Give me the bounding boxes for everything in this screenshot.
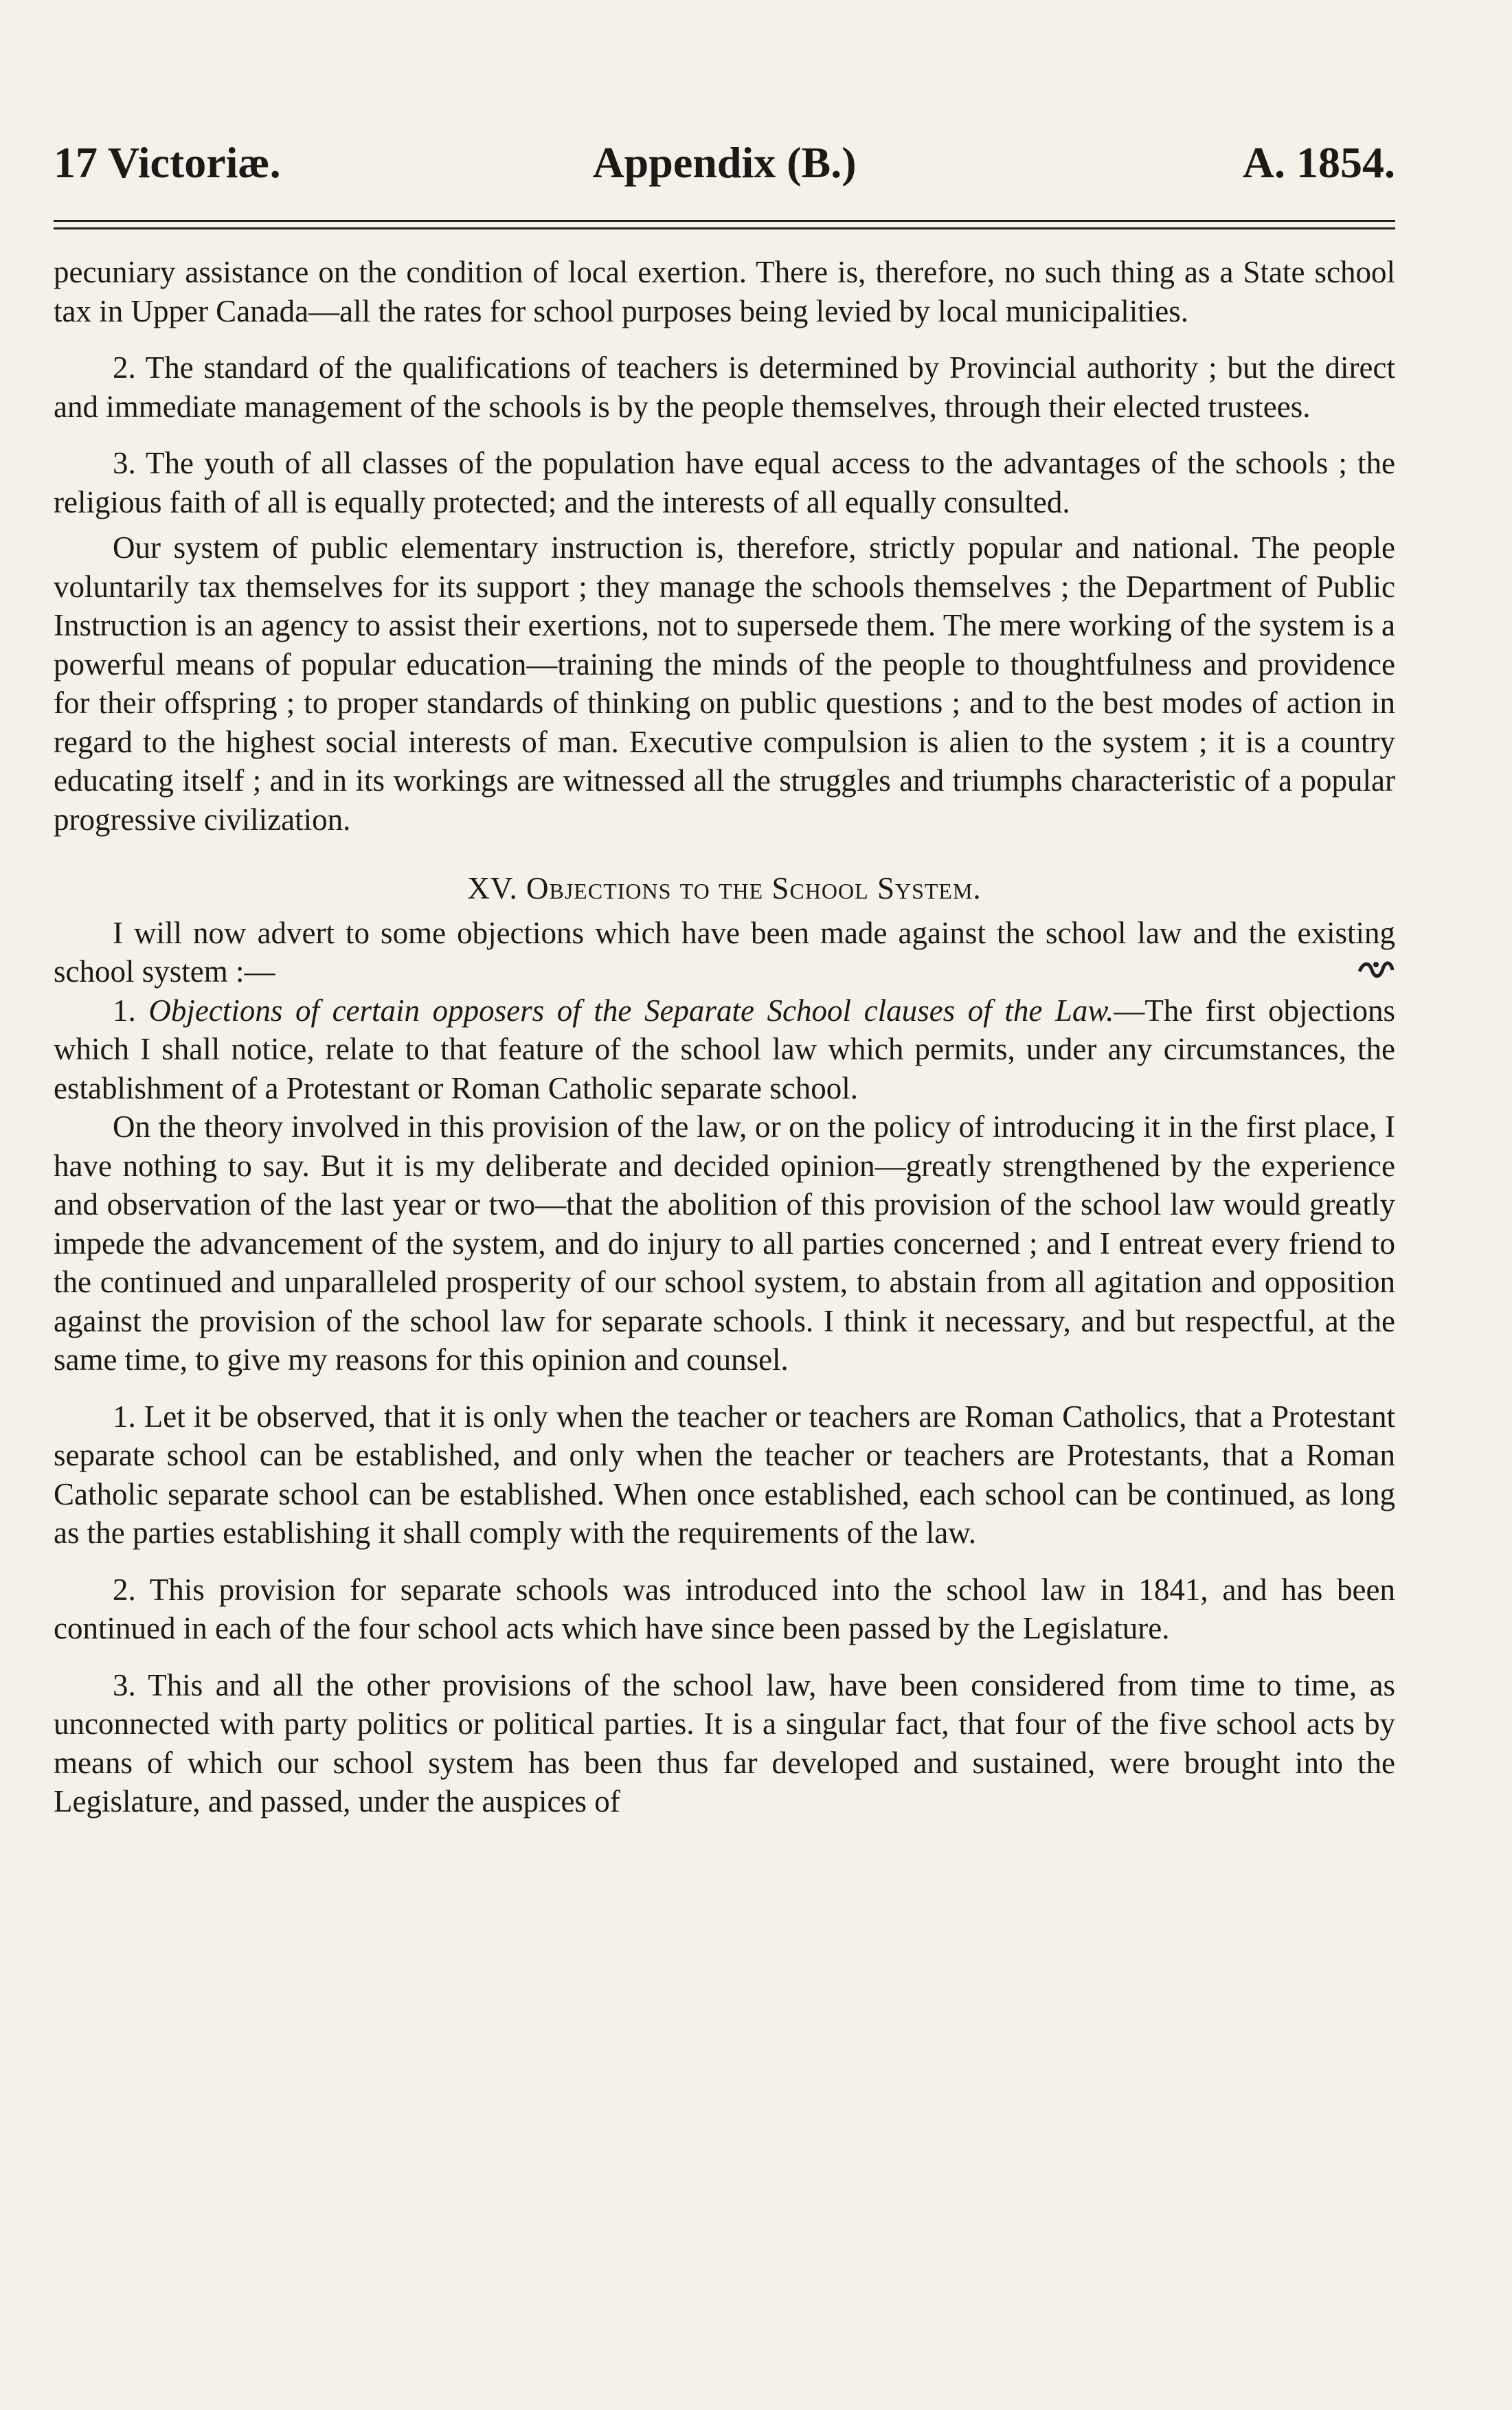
paragraph-reason-2: 2. This provision for separate schools was introduced into the school law in 1841, and has been continued in each of the four school acts which have since been passed by the Legislature. [54,1572,1395,1645]
paragraph-opinion: On the theory involved in this provision of the law, or on the policy of introducing it in the first place, I have nothing to say. But it is my deliberate and decided opinion—greatly strengthened by the experience and observation of the last year or two—that the abolition of this provision of the school law would greatly impede the advancement of the system, and do injury to all parties concerned ; and I entreat every friend to the continued and unparalleled prosperity of our school system, to abstain from all agitation and opposition against the provision of the school law for separate schools. I think it necessary, and but respectful, at the same time, to give my reasons for this opinion and counsel. [54,1110,1395,1377]
paragraph-intro-objections [54,914,1395,991]
header-session: 17 Victoriæ. [54,138,281,187]
paragraph-objection-1 [54,991,1395,1108]
paragraph-point-3: 3. The youth of all classes of the population have equal access to the advantages of the schools ; the religious faith of all is equally protected; and the interests of all equally consulted. [54,446,1395,519]
paragraph-reason-3: 3. This and all the other provisions of the school law, have been considered from time to time, as unconnected with party politics or political parties. It is a singular fact, that four of the five school acts by means of which our school system has been thus far developed and sustained, were brought into the Legislature, and passed, under the auspices of [54,1667,1395,1818]
section-heading: XV. Objections to the School System. [467,871,982,905]
printer-ornament-icon [1357,958,1395,981]
objection-number: 1. [113,993,136,1028]
header-appendix: Appendix (B.) [592,138,857,187]
running-header [54,132,1395,194]
header-rule-bottom [54,227,1395,229]
objection-text: —The first objections which I shall notice, relate to that feature of the school law which permits, under any circumstances, the establishment of a Protestant or Roman Catholic separate school. [54,993,1395,1105]
paragraph-reason-1: 1. Let it be observed, that it is only when the teacher or teachers are Roman Catholics, that a Protestant separate school can be established, and only when the teacher or teachers are Protestants, that a Roman Catholic separate school can be established. When once established, each school can be continued, as long as the parties establishing it shall comply with the requirements of the law. [54,1399,1395,1550]
header-year: A. 1854. [1242,138,1395,187]
paragraph-continued: pecuniary assistance on the condition of local exertion. There is, therefore, no such thing as a State school tax in Upper Canada—all the rates for school purposes being levied by local municipalities. [54,255,1395,328]
paragraph-point-2: 2. The standard of the qualifications of teachers is determined by Provincial authority ; but the direct and immediate management of the schools is by the people themselves, through their elected trustees. [54,350,1395,424]
paragraph-summary: Our system of public elementary instruction is, therefore, strictly popular and national. The people voluntarily tax themselves for its support ; they manage the schools themselves ; the Department of Public Instruction is an agency to assist their exertions, not to supersede them. The mere working of the system is a powerful means of popular education—training the minds of the people to thoughtfulness and providence for their offspring ; to proper standards of thinking on public questions ; and to the best modes of action in regard to the highest social interests of man. Executive compulsion is alien to the system ; it is a country educating itself ; and in its workings are witnessed all the struggles and triumphs characteristic of a popular progressive civilization. [54,530,1395,837]
header-rule-top [54,220,1395,222]
objection-italic-title: Objections of certain opposers of the Separate School clauses of the Law. [148,993,1114,1028]
page-body [54,253,1395,1821]
intro-text: I will now advert to some objections which have been made against the school law and the existing school system :— [54,915,1395,989]
